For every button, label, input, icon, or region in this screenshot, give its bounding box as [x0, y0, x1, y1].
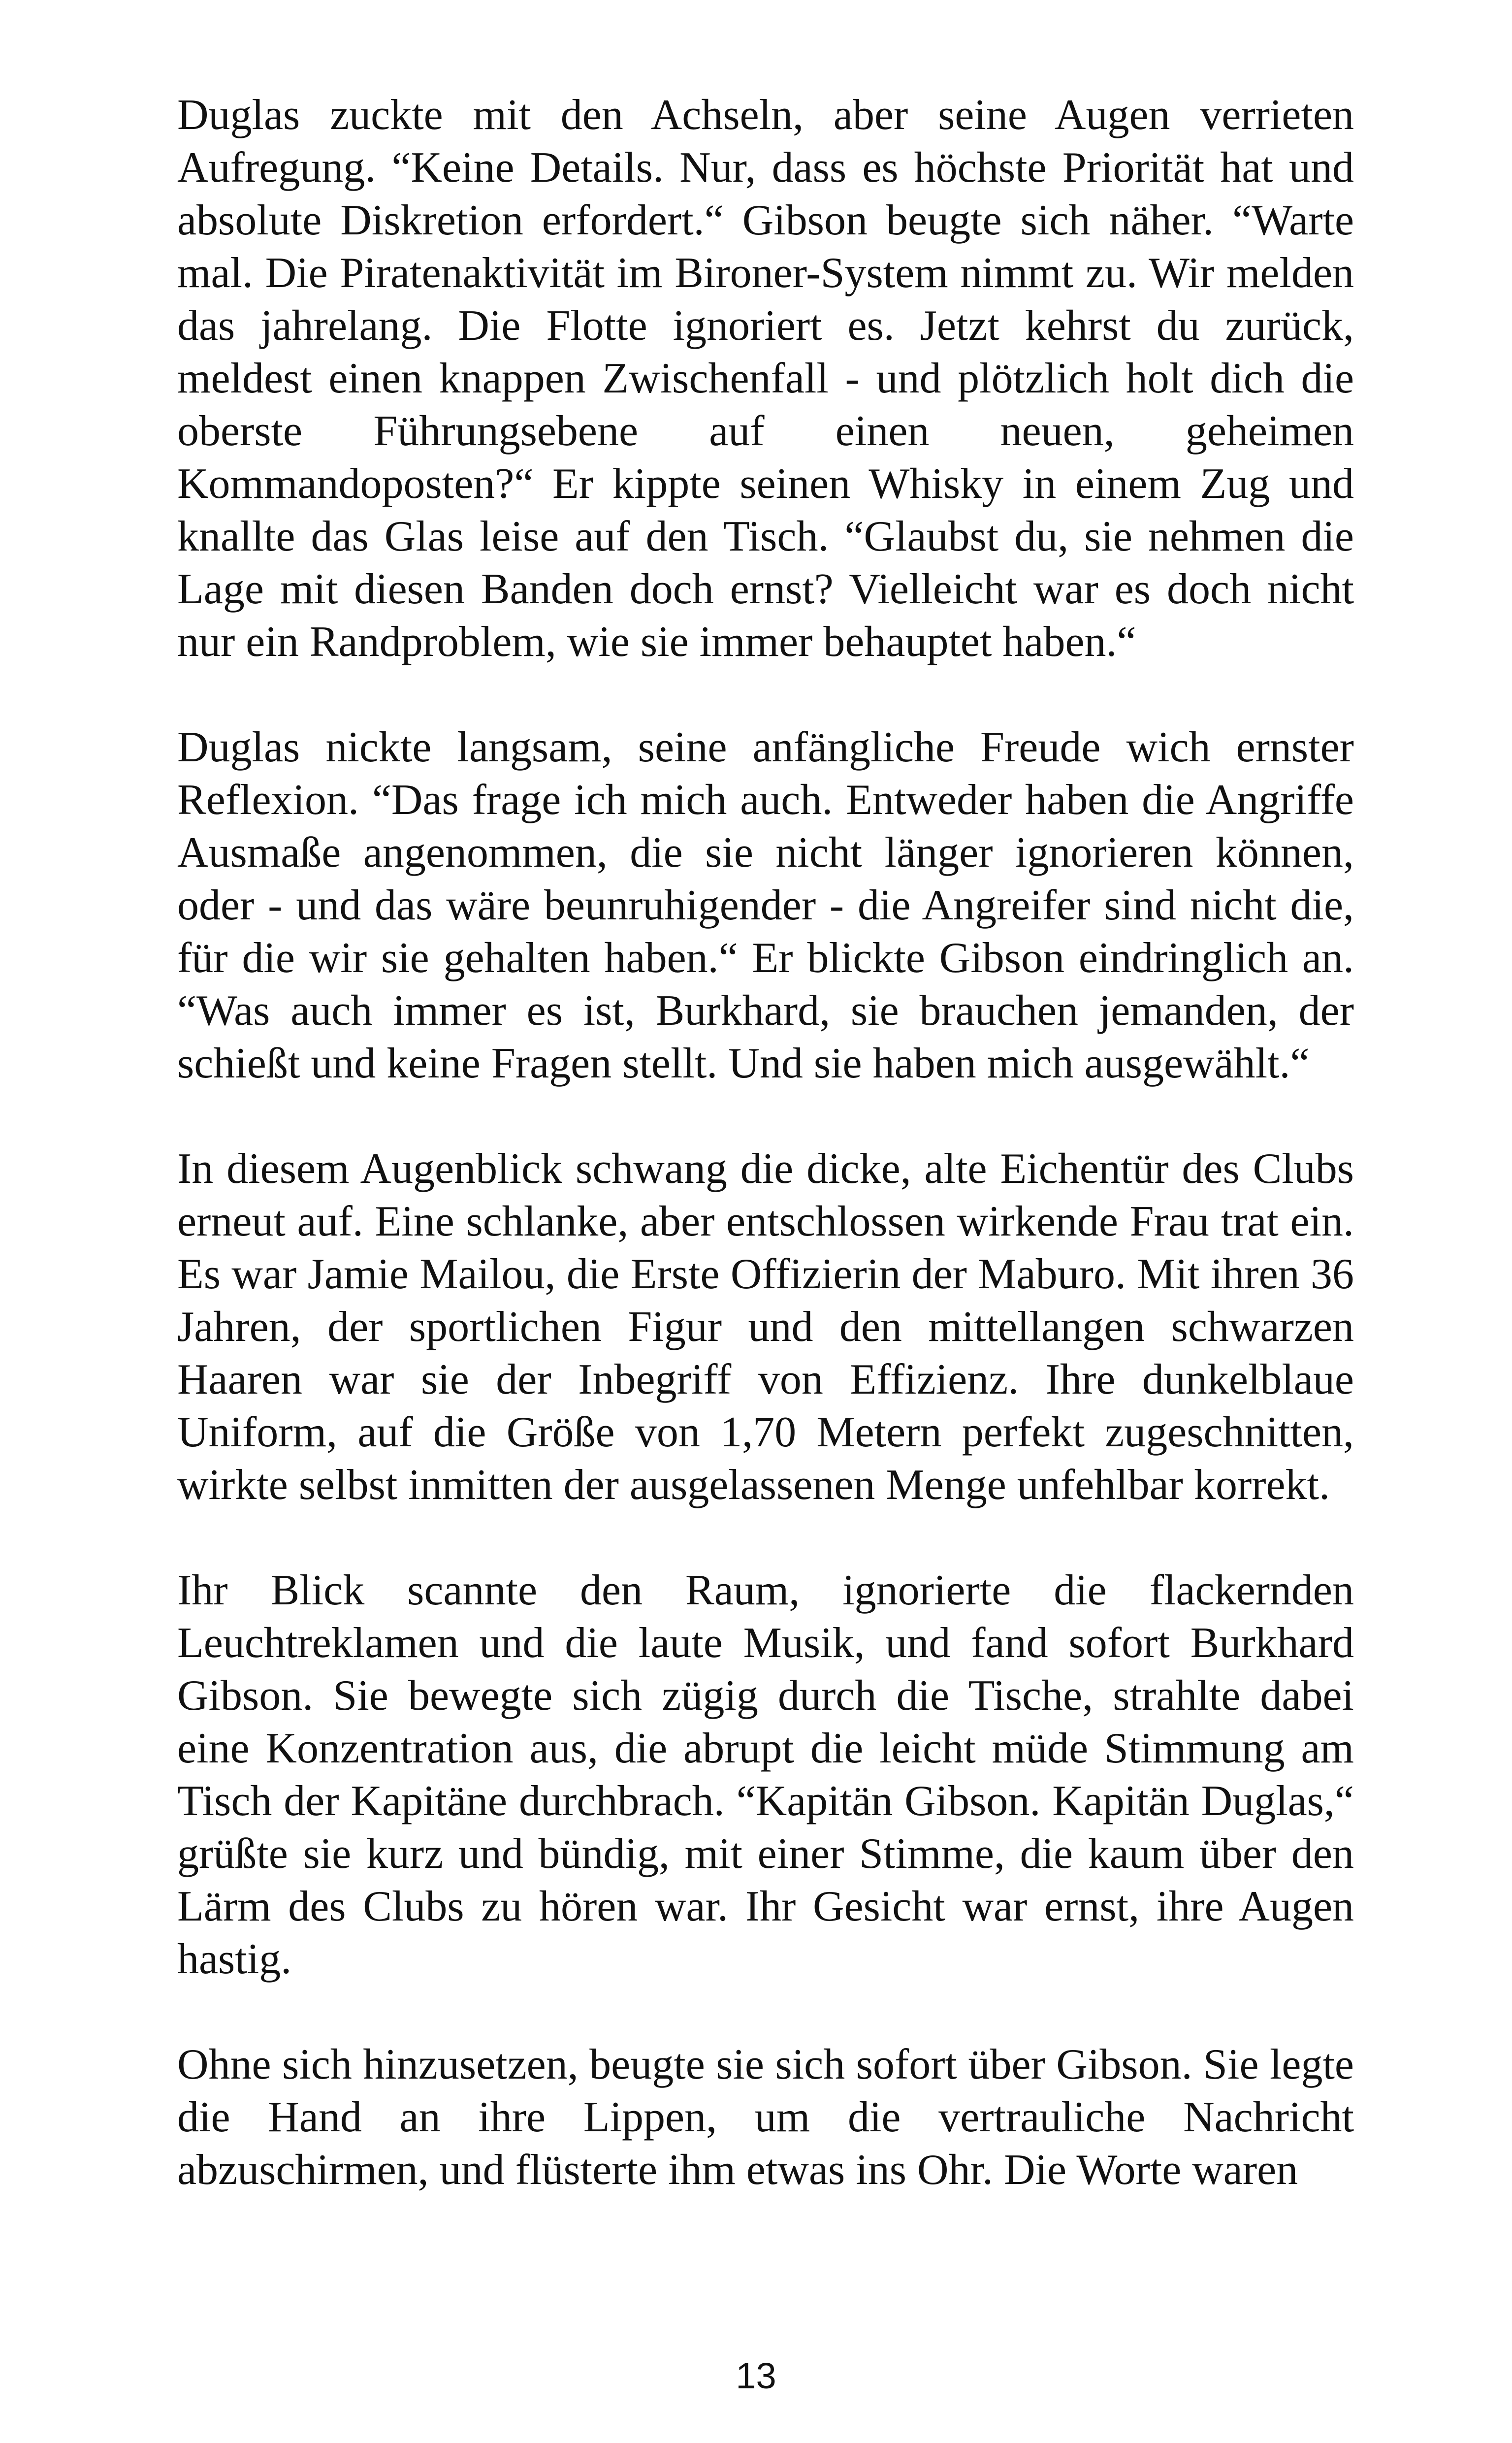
paragraph-1: Duglas zuckte mit den Achseln, aber seine Augen verrieten Aufregung. “Keine Details. Nur, dass es höchste Priorität hat und absolute Diskretion erfordert.“ Gibson beugte sich näher. “Warte mal. Die Piratenaktivität im Bironer-System nimmt zu. Wir melden das jahrelang. Die Flotte ignoriert es. Jetzt kehrst du zurück, meldest einen knappen Zwischenfall - und plötzlich holt dich die oberste Führungsebene auf einen neuen, geheimen Kommandoposten?“ Er kippte seinen Whisky in einem Zug und knallte das Glas leise auf den Tisch. “Glaubst du, sie nehmen die Lage mit diesen Banden doch ernst? Vielleicht war es doch nicht nur ein Randproblem, wie sie immer behauptet haben.“	[177, 91, 1354, 666]
paragraph-4: Ihr Blick scannte den Raum, ignorierte die flackernden Leuchtreklamen und die laute Musik, und fand sofort Burkhard Gibson. Sie bewegte sich zügig durch die Tische, strahlte dabei eine Konzentration aus, die abrupt die leicht müde Stimmung am Tisch der Kapitäne durchbrach. “Kapitän Gibson. Kapitän Duglas,“ grüßte sie kurz und bündig, mit einer Stimme, die kaum über den Lärm des Clubs zu hören war. Ihr Gesicht war ernst, ihre Augen hastig.	[177, 1566, 1354, 1983]
paragraph-2: Duglas nickte langsam, seine anfängliche Freude wich ernster Reflexion. “Das frage ich mich auch. Entweder haben die Angriffe Ausmaße angenommen, die sie nicht länger ignorieren können, oder - und das wäre beunruhigender - die Angreifer sind nicht die, für die wir sie gehalten haben.“ Er blickte Gibson eindringlich an. “Was auch immer es ist, Burkhard, sie brauchen jemanden, der schießt und keine Fragen stellt. Und sie haben mich ausgewählt.“	[177, 723, 1354, 1087]
paragraph-3: In diesem Augenblick schwang die dicke, alte Eichentür des Clubs erneut auf. Eine schlanke, aber entschlossen wirkende Frau trat ein. Es war Jamie Mailou, die Erste Offizierin der Maburo. Mit ihren 36 Jahren, der sportlichen Figur und den mittellangen schwarzen Haaren war sie der Inbegriff von Effizienz. Ihre dunkelblaue Uniform, auf die Größe von 1,70 Metern perfekt zugeschnitten, wirkte selbst inmitten der ausgelassenen Menge unfehlbar korrekt.	[177, 1145, 1354, 1509]
body-text	[177, 89, 1354, 2196]
paragraph-5: Ohne sich hinzusetzen, beugte sie sich sofort über Gibson. Sie legte die Hand an ihre Lippen, um die vertrauliche Nachricht abzuschirmen, und flüsterte ihm etwas ins Ohr. Die Worte waren	[177, 2041, 1354, 2194]
page-number: 13	[736, 2355, 776, 2396]
